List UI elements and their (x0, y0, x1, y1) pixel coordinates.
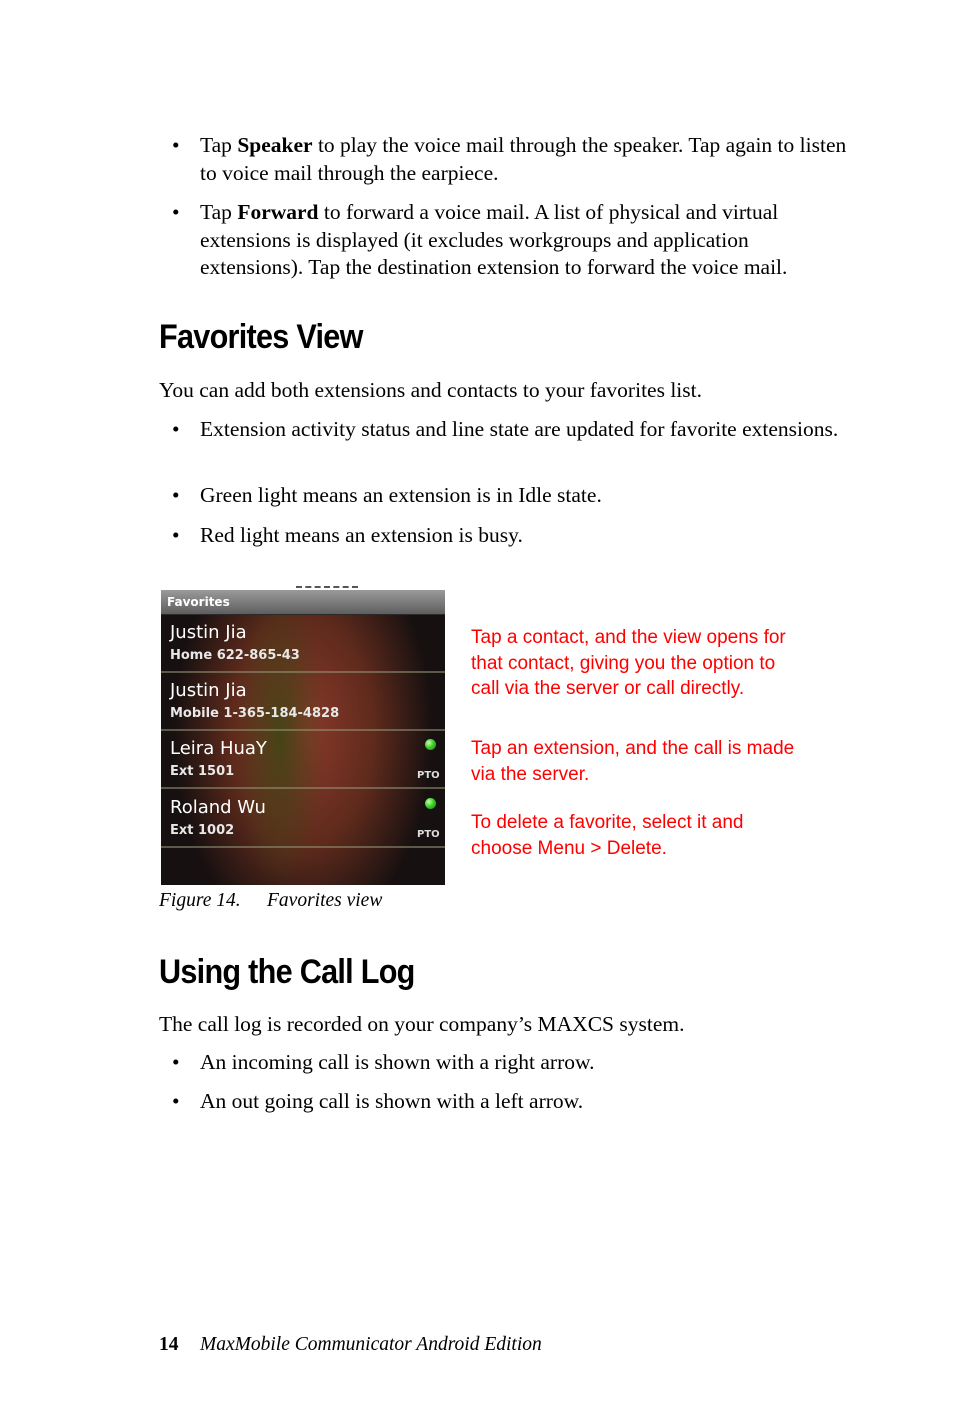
favorite-extension: Ext 1501 (170, 764, 235, 779)
favorites-bullet: • Red light means an extension is busy. (200, 522, 850, 550)
status-light-green-icon (425, 739, 436, 750)
callout-tap-extension: Tap an extension, and the call is made via the server. (471, 738, 795, 785)
calllog-bullet: • An incoming call is shown with a right arrow. (200, 1049, 850, 1077)
favorite-extension: Ext 1002 (170, 823, 235, 838)
bullet-text: to play the voice mail through the speaker. Tap again to listen to voice mail through the earpiece. (200, 133, 847, 185)
figure-title: Favorites view (267, 890, 383, 911)
bullet-text: Tap (200, 200, 238, 224)
figure-number: Figure 14. (159, 890, 241, 911)
favorites-screenshot (161, 590, 445, 885)
calllog-bullet: • An out going call is shown with a left arrow. (200, 1088, 850, 1116)
favorite-name: Justin Jia (170, 680, 247, 701)
callout-tap-contact: Tap a contact, and the view opens for that contact, giving you the option to call via the server or call directly. (471, 627, 786, 699)
bullet-text: to forward a voice mail. A list of physical and virtual extensions is displayed (it excludes workgroups and application extensions). Tap the destination extension to forward the voice mail. (200, 200, 788, 279)
status-light-green-icon (425, 798, 436, 809)
favorite-name: Justin Jia (170, 622, 247, 643)
favorite-row-extension[interactable] (161, 731, 445, 789)
favorite-name: Leira HuaY (170, 738, 267, 759)
bullet-bold: Speaker (237, 133, 313, 157)
favorite-row-contact[interactable] (161, 615, 445, 673)
favorites-bullet: • Extension activity status and line state are updated for favorite extensions. (200, 416, 850, 444)
page-footer (159, 1334, 542, 1356)
page-number: 14 (159, 1334, 179, 1355)
favorite-name: Roland Wu (170, 797, 266, 818)
bullet-speaker (200, 132, 850, 187)
favorite-number: Home 622-865-43 (170, 648, 300, 663)
callout-delete-favorite: To delete a favorite, select it and choose Menu > Delete. (471, 812, 744, 859)
favorite-row-contact[interactable] (161, 673, 445, 731)
calllog-intro: The call log is recorded on your company’s MAXCS system. (159, 1012, 685, 1036)
favorite-number: Mobile 1-365-184-4828 (170, 706, 340, 721)
favorite-row-extension[interactable] (161, 790, 445, 848)
bullet-bold: Forward (237, 200, 319, 224)
bullet-text: Tap (200, 133, 238, 157)
document-title: MaxMobile Communicator Android Edition (200, 1334, 542, 1355)
presence-tag: PTO (417, 829, 440, 840)
bullet-forward (200, 199, 850, 282)
figure-caption (159, 890, 382, 912)
phone-title-bar: Favorites (161, 590, 445, 615)
presence-tag: PTO (417, 770, 440, 781)
favorites-bullet: • Green light means an extension is in Idle state. (200, 482, 850, 510)
favorites-intro: You can add both extensions and contacts to your favorites list. (159, 378, 702, 402)
favorites-heading: Favorites View (159, 318, 363, 356)
calllog-heading: Using the Call Log (159, 953, 415, 991)
